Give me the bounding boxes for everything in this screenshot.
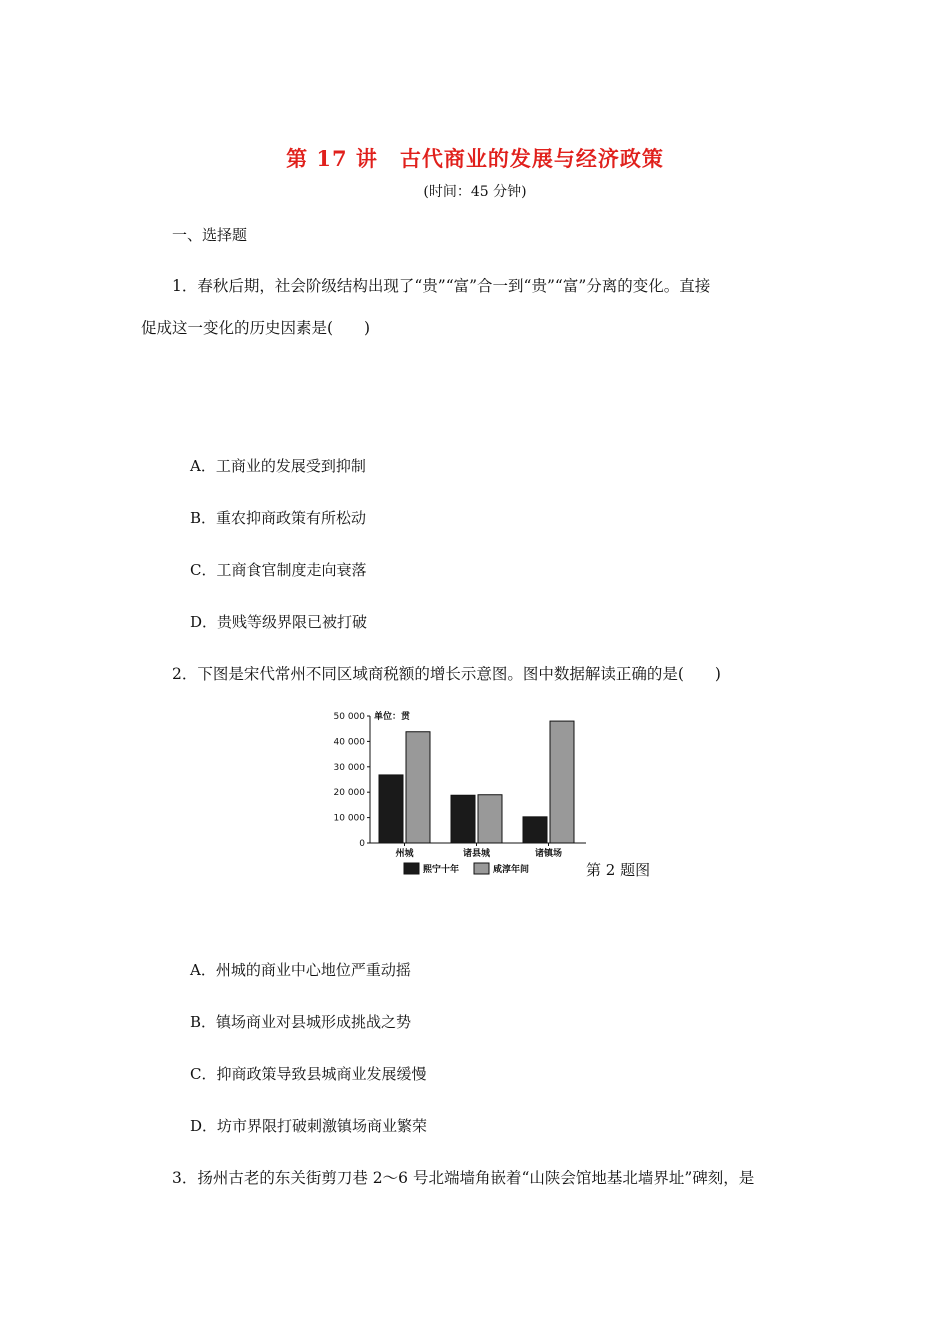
bar-xining	[523, 817, 547, 843]
figure-caption: 第 2 题图	[586, 861, 651, 879]
x-tick-label: 诸镇场	[534, 849, 563, 859]
y-tick-label: 0	[359, 839, 365, 849]
y-tick-label: 10 000	[333, 813, 365, 824]
y-tick-label: 40 000	[333, 737, 365, 748]
legend-label: 咸淳年间	[493, 865, 530, 875]
question-2-option-a: A．州城的商业中心地位严重动摇	[190, 961, 411, 979]
time-limit: (时间：45 分钟)	[423, 184, 527, 200]
legend-label: 熙宁十年	[423, 865, 460, 875]
question-1-option-b: B．重农抑商政策有所松动	[190, 509, 367, 527]
question-1-option-d: D．贵贱等级界限已被打破	[190, 613, 368, 631]
question-3-line-1: 3．扬州古老的东关街剪刀巷 2～6 号北端墙角嵌着“山陕会馆地基北墙界址”碑刻，是	[172, 1169, 755, 1187]
bar-xianchun	[406, 732, 430, 843]
x-tick-label: 州城	[395, 849, 414, 859]
page-title: 第 17 讲 古代商业的发展与经济政策	[286, 146, 664, 171]
bar-xining	[379, 775, 403, 843]
question-2-option-d: D．坊市界限打破刺激镇场商业繁荣	[190, 1117, 428, 1135]
x-tick-label: 诸县城	[462, 849, 491, 859]
y-tick-label: 50 000	[333, 712, 365, 722]
section-heading: 一、选择题	[172, 226, 248, 244]
y-tick-label: 30 000	[333, 762, 365, 773]
y-tick-label: 20 000	[333, 788, 365, 799]
question-1-line-2: 促成这一变化的历史因素是( )	[141, 319, 371, 337]
tax-growth-chart	[326, 706, 591, 878]
question-2-option-c: C．抑商政策导致县城商业发展缓慢	[190, 1065, 427, 1083]
question-1-option-c: C．工商食官制度走向衰落	[190, 561, 367, 579]
unit-label: 单位：贯	[374, 712, 411, 722]
question-2-line-1: 2．下图是宋代常州不同区域商税额的增长示意图。图中数据解读正确的是( )	[172, 665, 721, 683]
bar-xining	[451, 795, 475, 843]
question-1-option-a: A．工商业的发展受到抑制	[190, 457, 366, 475]
legend-swatch	[474, 863, 489, 874]
bar-xianchun	[478, 795, 502, 843]
question-2-option-b: B．镇场商业对县城形成挑战之势	[190, 1013, 412, 1031]
question-1-line-1: 1．春秋后期，社会阶级结构出现了“贵”“富”合一到“贵”“富”分离的变化。直接	[172, 277, 711, 295]
legend-swatch	[404, 863, 419, 874]
bar-xianchun	[550, 721, 574, 843]
